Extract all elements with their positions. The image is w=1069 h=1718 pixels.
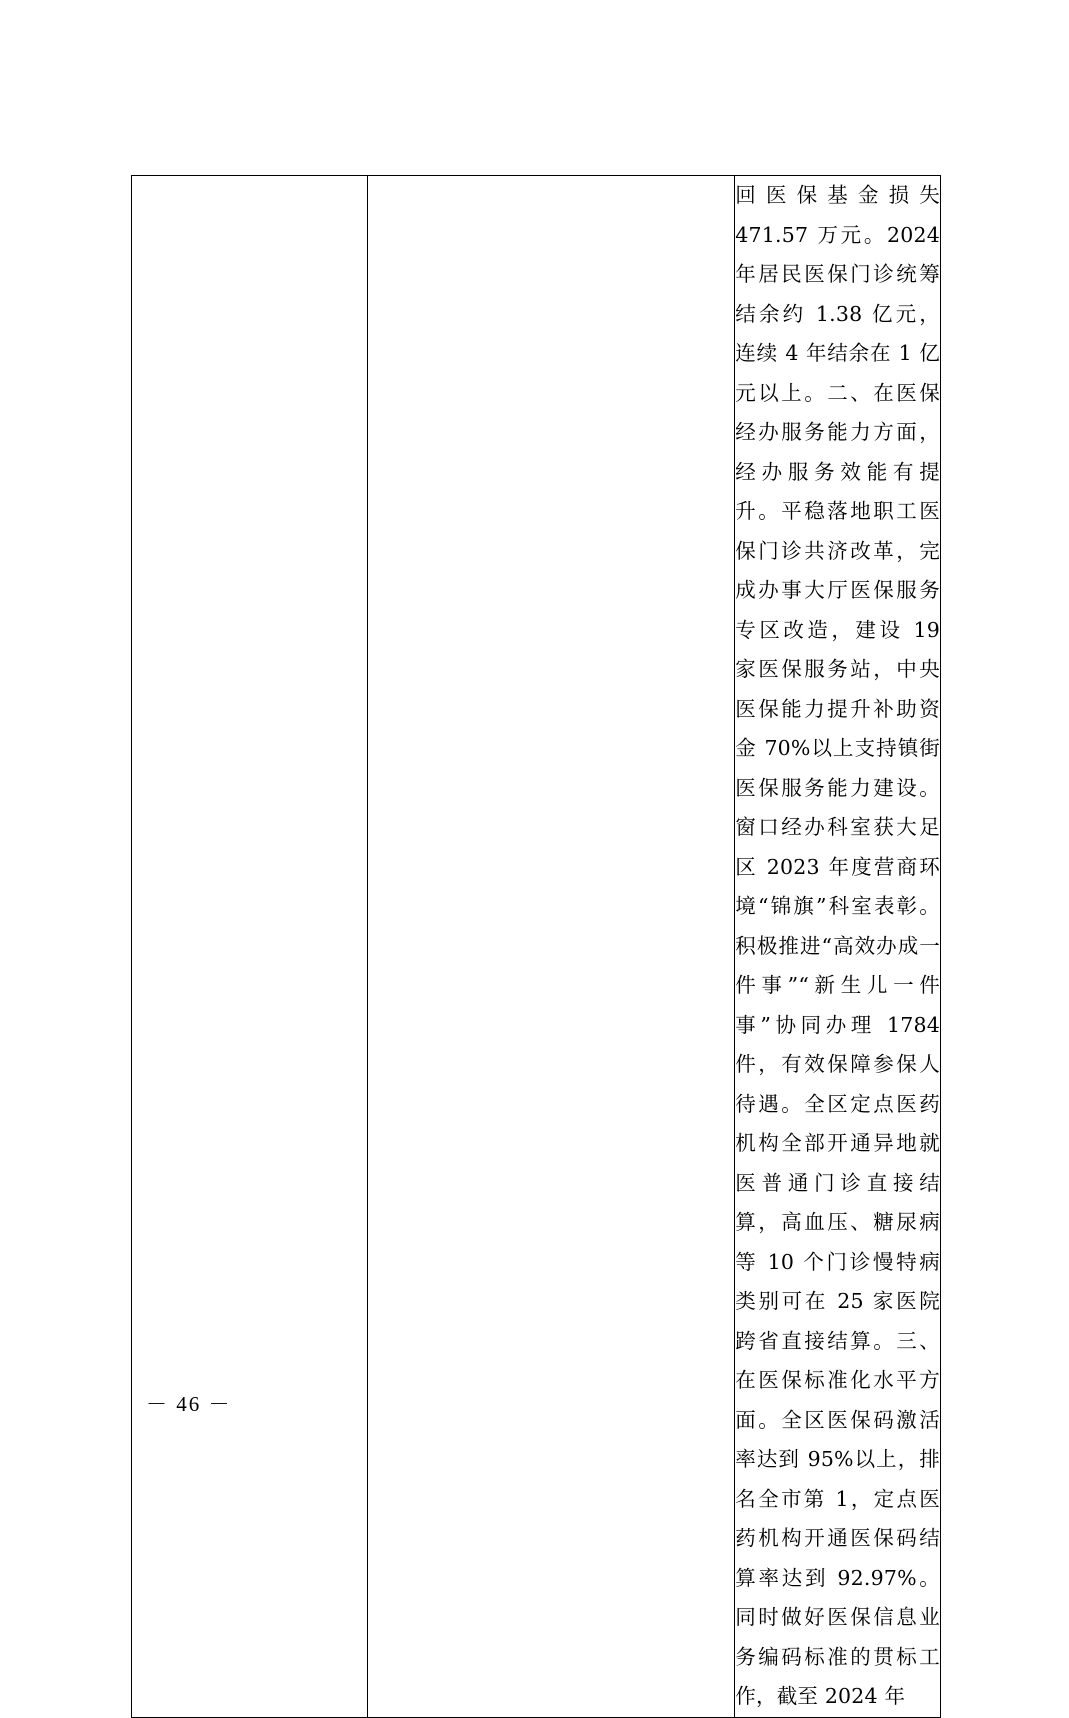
content-table	[131, 175, 941, 1718]
table-cell-column-3: 回医保基金损失 471.57 万元。2024 年居民医保门诊统筹结余约 1.38 亿元，连续 4 年结余在 1 亿元以上。二、在医保经办服务能力方面，经办服务效能有提升。平稳落地职工医保门诊共济改革，完成办事大厅医保服务专区改造，建设 19 家医保服务站，中央医保能力提升补助资金 70%以上支持镇街医保服务能力建设。窗口经办科室获大足区 2023 年度营商环境“锦旗”科室表彰。积极推进“高效办成一件事”“新生儿一件事”协同办理 1784 件，有效保障参保人待遇。全区定点医药机构全部开通异地就医普通门诊直接结算，高血压、糖尿病等 10 个门诊慢特病类别可在 25 家医院跨省直接结算。三、在医保标准化水平方面。全区医保码激活率达到 95%以上，排名全市第 1，定点医药机构开通医保码结算率达到 92.97%。同时做好医保信息业务编码标准的贯标工作，截至 2024 年	[735, 176, 941, 1718]
table-row	[132, 176, 941, 1718]
table-body	[132, 176, 941, 1718]
table-cell-column-1	[132, 176, 368, 1718]
table-cell-column-2	[368, 176, 735, 1718]
page-number: － 46 －	[146, 1392, 232, 1416]
